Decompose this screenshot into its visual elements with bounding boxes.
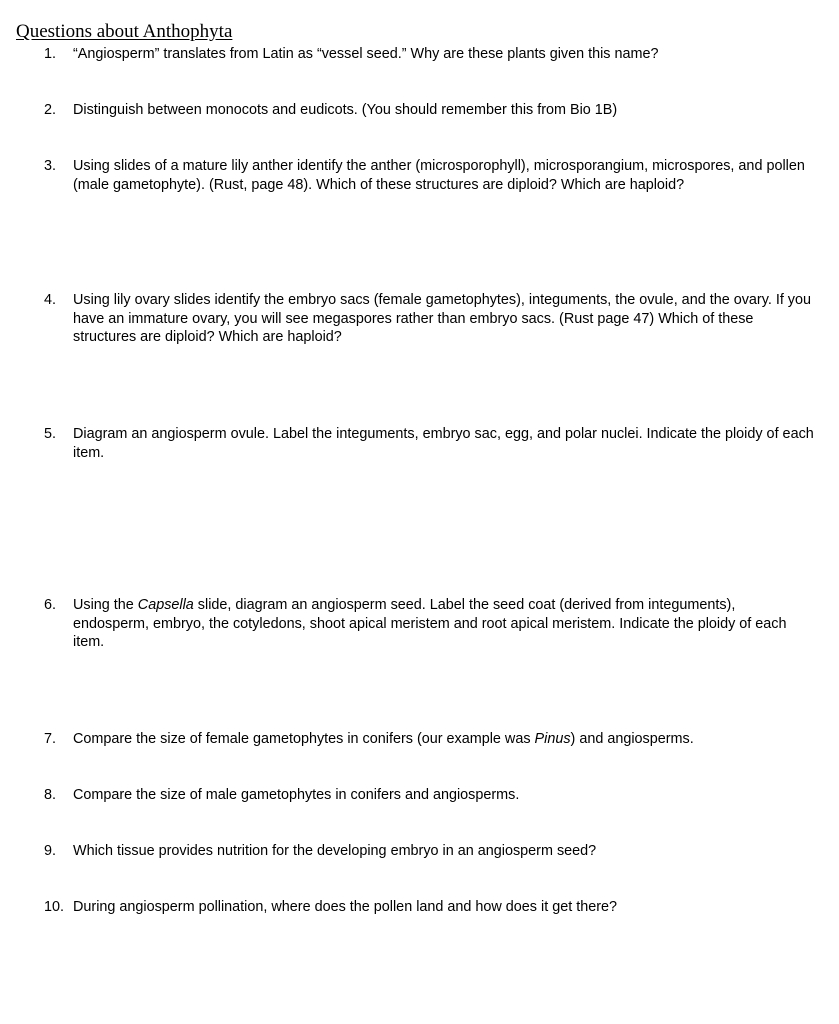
question-10 bbox=[44, 898, 815, 917]
question-7 bbox=[44, 730, 815, 749]
question-number: 4. bbox=[44, 292, 57, 308]
question-4 bbox=[44, 291, 815, 347]
question-text: Distinguish between monocots and eudicots. (You should remember this from Bio 1B) bbox=[73, 102, 618, 118]
question-text: Using lily ovary slides identify the embryo sacs (female gametophytes), integuments, the ovule, and the ovary. If you have an immature ovary, you will see megaspores rather than embryo sacs. (Rust page 47) Which of these structures are diploid? Which are haploid? bbox=[73, 292, 812, 345]
question-text-part: Compare the size of female gametophytes in conifers (our example was bbox=[73, 731, 535, 747]
question-9 bbox=[44, 842, 815, 861]
question-2 bbox=[44, 101, 815, 120]
question-3 bbox=[44, 157, 815, 194]
question-5 bbox=[44, 425, 815, 462]
question-6 bbox=[44, 596, 815, 652]
question-text: During angiosperm pollination, where does the pollen land and how does it get there? bbox=[73, 899, 618, 915]
question-number: 8. bbox=[44, 787, 57, 803]
question-text: Compare the size of male gametophytes in conifers and angiosperms. bbox=[73, 787, 520, 803]
question-text-part: slide, diagram an angiosperm seed. Label the seed coat (derived from integuments), endosperm, embryo, the cotyledons, shoot apical meristem and root apical meristem. Indicate the ploidy of each item. bbox=[73, 597, 787, 650]
question-number: 2. bbox=[44, 102, 57, 118]
question-text: Which tissue provides nutrition for the developing embryo in an angiosperm seed? bbox=[73, 843, 597, 859]
question-number: 7. bbox=[44, 731, 57, 747]
question-number: 9. bbox=[44, 843, 57, 859]
question-text: Diagram an angiosperm ovule. Label the integuments, embryo sac, egg, and polar nuclei. Indicate the ploidy of each item. bbox=[73, 426, 814, 461]
question-1 bbox=[44, 45, 815, 64]
question-text bbox=[73, 596, 815, 652]
question-number: 10. bbox=[44, 899, 65, 915]
question-number: 1. bbox=[44, 46, 57, 62]
page-title: Questions about Anthophyta bbox=[16, 21, 233, 42]
question-8 bbox=[44, 786, 815, 805]
question-text: Using slides of a mature lily anther identify the anther (microsporophyll), microsporangium, microspores, and pollen (male gametophyte). (Rust, page 48). Which of these structures are diploid? Which are haploid? bbox=[73, 158, 805, 193]
question-text-part: ) and angiosperms. bbox=[570, 731, 694, 747]
question-text: “Angiosperm” translates from Latin as “vessel seed.” Why are these plants given this name? bbox=[73, 46, 659, 62]
question-text-part: Using the bbox=[73, 597, 138, 613]
genus-name: Capsella bbox=[137, 597, 194, 613]
question-number: 3. bbox=[44, 158, 57, 174]
genus-name: Pinus bbox=[534, 731, 571, 747]
question-number: 6. bbox=[44, 597, 57, 613]
question-text bbox=[73, 730, 815, 749]
question-number: 5. bbox=[44, 426, 57, 442]
